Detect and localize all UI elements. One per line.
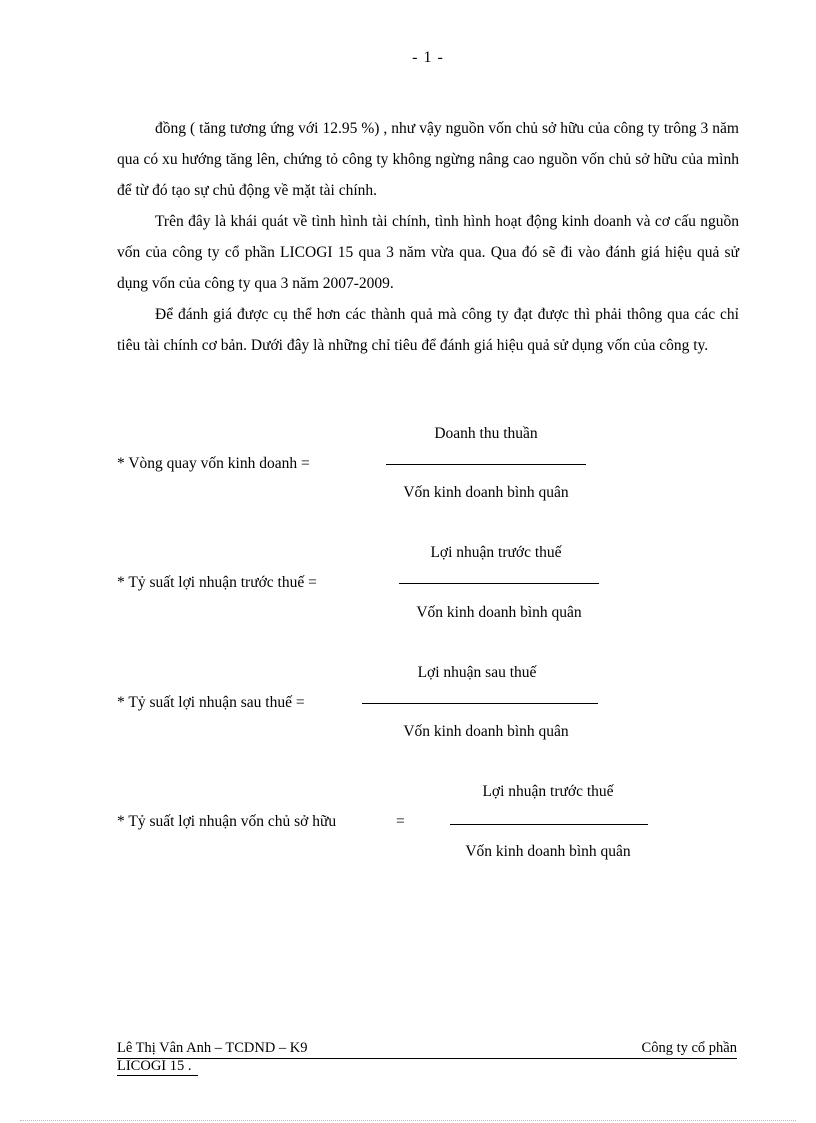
formula-denominator: Vốn kinh doanh bình quân bbox=[403, 484, 569, 501]
fraction-bar bbox=[450, 824, 648, 825]
paragraph-3 bbox=[117, 299, 739, 361]
formula-denominator: Vốn kinh doanh bình quân bbox=[416, 604, 582, 621]
formula-numerator: Lợi nhuận sau thuế bbox=[417, 664, 537, 681]
fraction-bar bbox=[386, 464, 586, 465]
paragraph-3-text: Để đánh giá được cụ thể hơn các thành quả mà công ty đạt được thì phải thông qua các chỉ tiêu tài chính cơ bản. Dưới đây là những chỉ tiêu để đánh giá hiệu quả sử dụng vốn của công ty. bbox=[117, 306, 739, 354]
footer-company: Công ty cổ phần bbox=[641, 1040, 737, 1056]
formula-equals: = bbox=[396, 813, 405, 830]
paragraph-2 bbox=[117, 206, 739, 299]
fraction-bar bbox=[399, 583, 599, 584]
footer-author: Lê Thị Vân Anh – TCDND – K9 bbox=[117, 1040, 308, 1056]
paragraph-1-text: đồng ( tăng tương ứng với 12.95 %) , như vậy nguồn vốn chủ sở hữu của công ty trông 3 năm qua có xu hướng tăng lên, chứng tỏ công ty không ngừng nâng cao nguồn vốn chủ sở hữu của mình để từ đó tạo sự chủ động về mặt tài chính. bbox=[117, 120, 739, 199]
page-number: - 1 - bbox=[412, 49, 444, 66]
formula-numerator: Doanh thu thuần bbox=[434, 425, 538, 442]
page-bottom-border bbox=[20, 1120, 796, 1121]
paragraph-2-text: Trên đây là khái quát về tình hình tài chính, tình hình hoạt động kinh doanh và cơ cấu nguồn vốn của công ty cổ phần LICOGI 15 qua 3 năm vừa qua. Qua đó sẽ đi vào đánh giá hiệu quả sử dụng vốn của công ty qua 3 năm 2007-2009. bbox=[117, 213, 739, 292]
formula-numerator: Lợi nhuận trước thuế bbox=[430, 544, 562, 561]
formula-label: * Tỷ suất lợi nhuận trước thuế = bbox=[117, 574, 317, 591]
formula-label: * Vòng quay vốn kinh doanh = bbox=[117, 455, 310, 472]
formula-numerator: Lợi nhuận trước thuế bbox=[482, 783, 614, 800]
formula-label: * Tỷ suất lợi nhuận sau thuế = bbox=[117, 694, 305, 711]
footer-line-2: LICOGI 15 . bbox=[117, 1058, 198, 1076]
formula-denominator: Vốn kinh doanh bình quân bbox=[465, 843, 631, 860]
fraction-bar bbox=[362, 703, 598, 704]
formula-label: * Tỷ suất lợi nhuận vốn chủ sở hữu bbox=[117, 813, 337, 830]
paragraph-1 bbox=[117, 113, 739, 206]
formula-denominator: Vốn kinh doanh bình quân bbox=[403, 723, 569, 740]
footer-line-1 bbox=[117, 1040, 737, 1059]
